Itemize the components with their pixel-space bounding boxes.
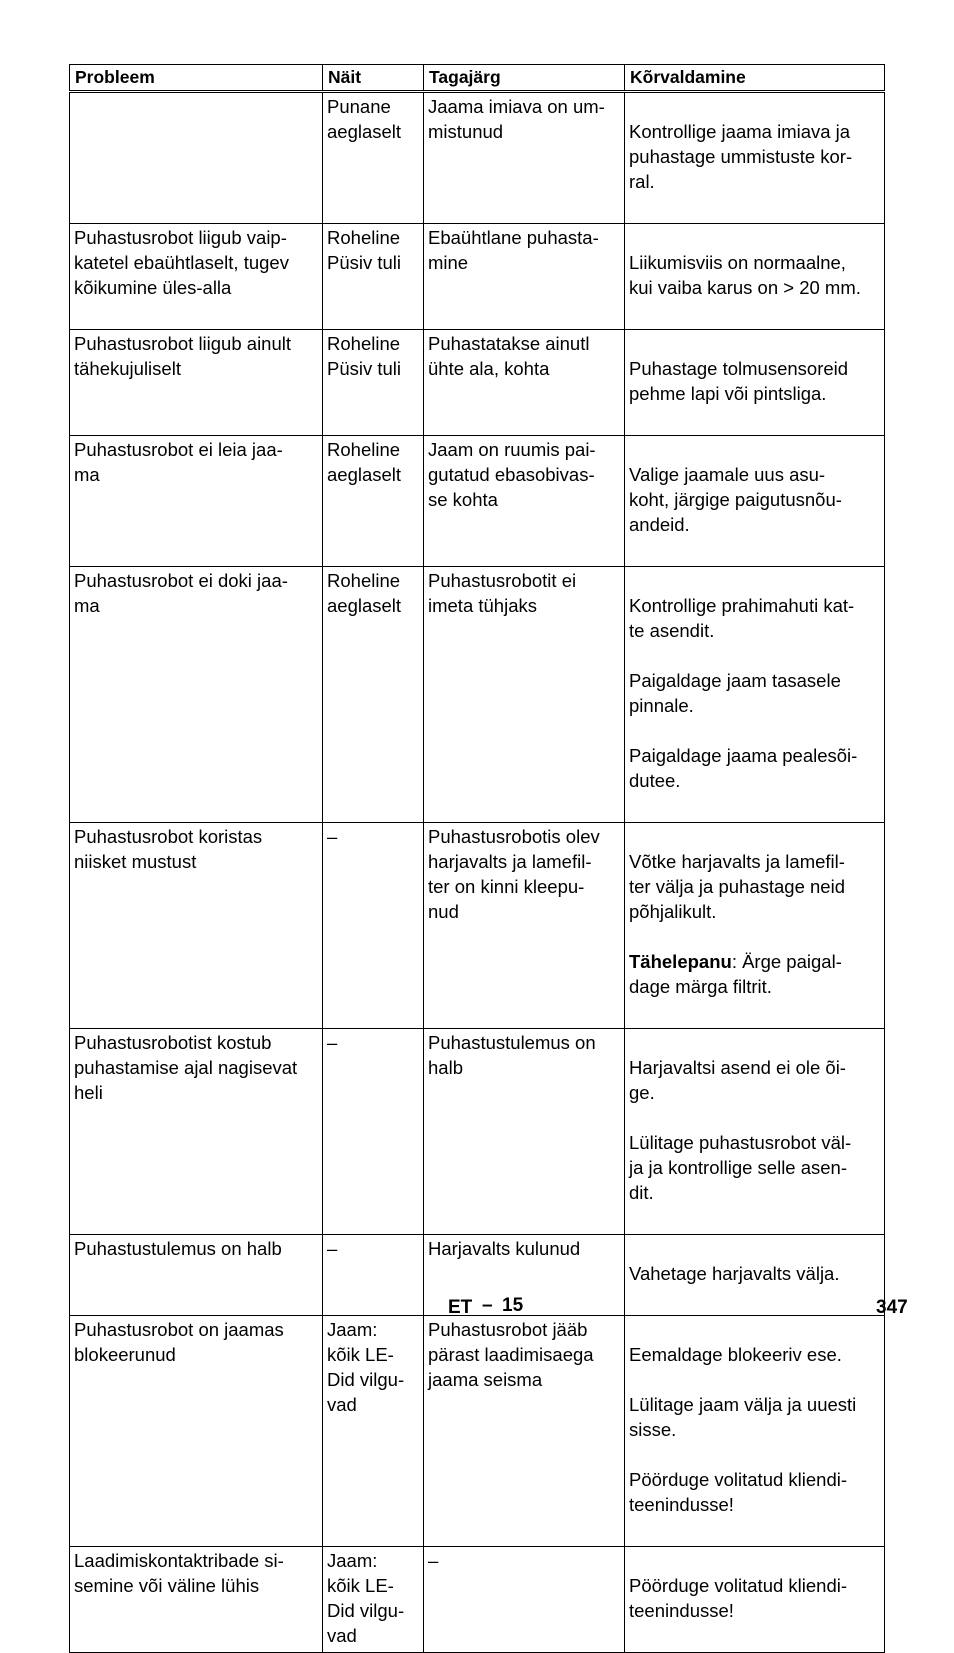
remedy-text: Paigaldage jaam tasasele pinnale. bbox=[629, 670, 841, 716]
effect-cell: – bbox=[424, 1547, 625, 1653]
footer-language: ET bbox=[448, 1297, 473, 1318]
remedy-cell bbox=[625, 92, 885, 224]
problem-cell: Puhastusrobot liigub vaip- katetel ebaühtlaselt, tugev kõikumine üles-alla bbox=[70, 224, 323, 330]
remedy-text: Pöörduge volitatud kliendi- teenindusse! bbox=[629, 1469, 848, 1515]
effect-cell: Puhastustulemus on halb bbox=[424, 1029, 625, 1235]
table-row bbox=[70, 436, 885, 567]
remedy-cell bbox=[625, 1235, 885, 1316]
effect-cell: Puhastusrobotit ei imeta tühjaks bbox=[424, 567, 625, 823]
header-indicator: Näit bbox=[323, 65, 424, 92]
remedy-cell bbox=[625, 567, 885, 823]
indicator-cell: Roheline Püsiv tuli bbox=[323, 330, 424, 436]
remedy-text: Eemaldage blokeeriv ese. bbox=[629, 1344, 842, 1365]
remedy-text: Võtke harjavalts ja lamefil- ter välja ja puhastage neid põhjalikult. bbox=[629, 851, 845, 922]
indicator-cell: Roheline Püsiv tuli bbox=[323, 224, 424, 330]
indicator-cell: Jaam: kõik LE- Did vilgu- vad bbox=[323, 1316, 424, 1547]
indicator-cell: Jaam: kõik LE- Did vilgu- vad bbox=[323, 1547, 424, 1653]
header-effect: Tagajärg bbox=[424, 65, 625, 92]
problem-cell: Puhastusrobot ei doki jaa- ma bbox=[70, 567, 323, 823]
indicator-cell: Roheline aeglaselt bbox=[323, 567, 424, 823]
table-row bbox=[70, 1547, 885, 1653]
effect-cell: Jaama imiava on um- mistunud bbox=[424, 92, 625, 224]
table-row bbox=[70, 1029, 885, 1235]
header-remedy: Kõrvaldamine bbox=[625, 65, 885, 92]
problem-cell: Puhastusrobot koristas niisket mustust bbox=[70, 823, 323, 1029]
effect-cell: Harjavalts kulunud bbox=[424, 1235, 625, 1316]
remedy-text: Paigaldage jaama pealesõi- dutee. bbox=[629, 745, 858, 791]
effect-cell: Puhastusrobot jääb pärast laadimisaega jaama seisma bbox=[424, 1316, 625, 1547]
effect-cell: Ebaühtlane puhasta- mine bbox=[424, 224, 625, 330]
troubleshooting-table bbox=[69, 64, 885, 1653]
indicator-cell: Roheline aeglaselt bbox=[323, 436, 424, 567]
effect-cell: Puhastatakse ainutl ühte ala, kohta bbox=[424, 330, 625, 436]
remedy-cell bbox=[625, 1547, 885, 1653]
indicator-cell: – bbox=[323, 823, 424, 1029]
indicator-cell: – bbox=[323, 1029, 424, 1235]
remedy-text: Kontrollige prahimahuti kat- te asendit. bbox=[629, 595, 855, 641]
indicator-cell: – bbox=[323, 1235, 424, 1316]
table-row bbox=[70, 823, 885, 1029]
problem-cell: Puhastusrobot on jaamas blokeerunud bbox=[70, 1316, 323, 1547]
remedy-cell bbox=[625, 436, 885, 567]
remedy-cell bbox=[625, 330, 885, 436]
table-row bbox=[70, 330, 885, 436]
footer-section-page: 15 bbox=[502, 1295, 524, 1316]
remedy-text: Valige jaamale uus asu- koht, järgige paigutusnõu- andeid. bbox=[629, 464, 842, 535]
remedy-cell bbox=[625, 1029, 885, 1235]
remedy-text: Lülitage puhastusrobot väl- ja ja kontrollige selle asen- dit. bbox=[629, 1132, 852, 1203]
footer-page-number: 347 bbox=[876, 1297, 908, 1318]
remedy-text: Liikumisviis on normaalne, kui vaiba karus on > 20 mm. bbox=[629, 252, 861, 298]
note-label: Tähelepanu bbox=[629, 951, 732, 972]
remedy-note bbox=[629, 949, 881, 999]
remedy-text: Kontrollige jaama imiava ja puhastage ummistuste kor- ral. bbox=[629, 121, 853, 192]
effect-cell: Puhastusrobotis olev harjavalts ja lamefil- ter on kinni kleepu- nud bbox=[424, 823, 625, 1029]
remedy-text: Vahetage harjavalts välja. bbox=[629, 1263, 840, 1284]
remedy-text: Lülitage jaam välja ja uuesti sisse. bbox=[629, 1394, 857, 1440]
table-row bbox=[70, 92, 885, 224]
problem-cell: Laadimiskontaktribade si- semine või väline lühis bbox=[70, 1547, 323, 1653]
table-row bbox=[70, 567, 885, 823]
problem-cell: Puhastusrobotist kostub puhastamise ajal nagisevat heli bbox=[70, 1029, 323, 1235]
problem-cell: Puhastustulemus on halb bbox=[70, 1235, 323, 1316]
remedy-text: Puhastage tolmusensoreid pehme lapi või pintsliga. bbox=[629, 358, 849, 404]
table-row bbox=[70, 1316, 885, 1547]
footer-separator: – bbox=[482, 1295, 493, 1316]
remedy-text: Pöörduge volitatud kliendi- teenindusse! bbox=[629, 1575, 848, 1621]
effect-cell: Jaam on ruumis pai- gutatud ebasobivas- se kohta bbox=[424, 436, 625, 567]
remedy-cell bbox=[625, 823, 885, 1029]
table-header-row bbox=[70, 65, 885, 92]
note-text: : Ärge paigal- dage märga filtrit. bbox=[629, 951, 842, 997]
remedy-cell bbox=[625, 1316, 885, 1547]
table-row bbox=[70, 224, 885, 330]
problem-cell: Puhastusrobot ei leia jaa- ma bbox=[70, 436, 323, 567]
remedy-text: Harjavaltsi asend ei ole õi- ge. bbox=[629, 1057, 846, 1103]
table-row bbox=[70, 1235, 885, 1316]
remedy-cell bbox=[625, 224, 885, 330]
indicator-cell: Punane aeglaselt bbox=[323, 92, 424, 224]
header-problem: Probleem bbox=[70, 65, 323, 92]
problem-cell: Puhastusrobot liigub ainult tähekujuliselt bbox=[70, 330, 323, 436]
problem-cell bbox=[70, 92, 323, 224]
